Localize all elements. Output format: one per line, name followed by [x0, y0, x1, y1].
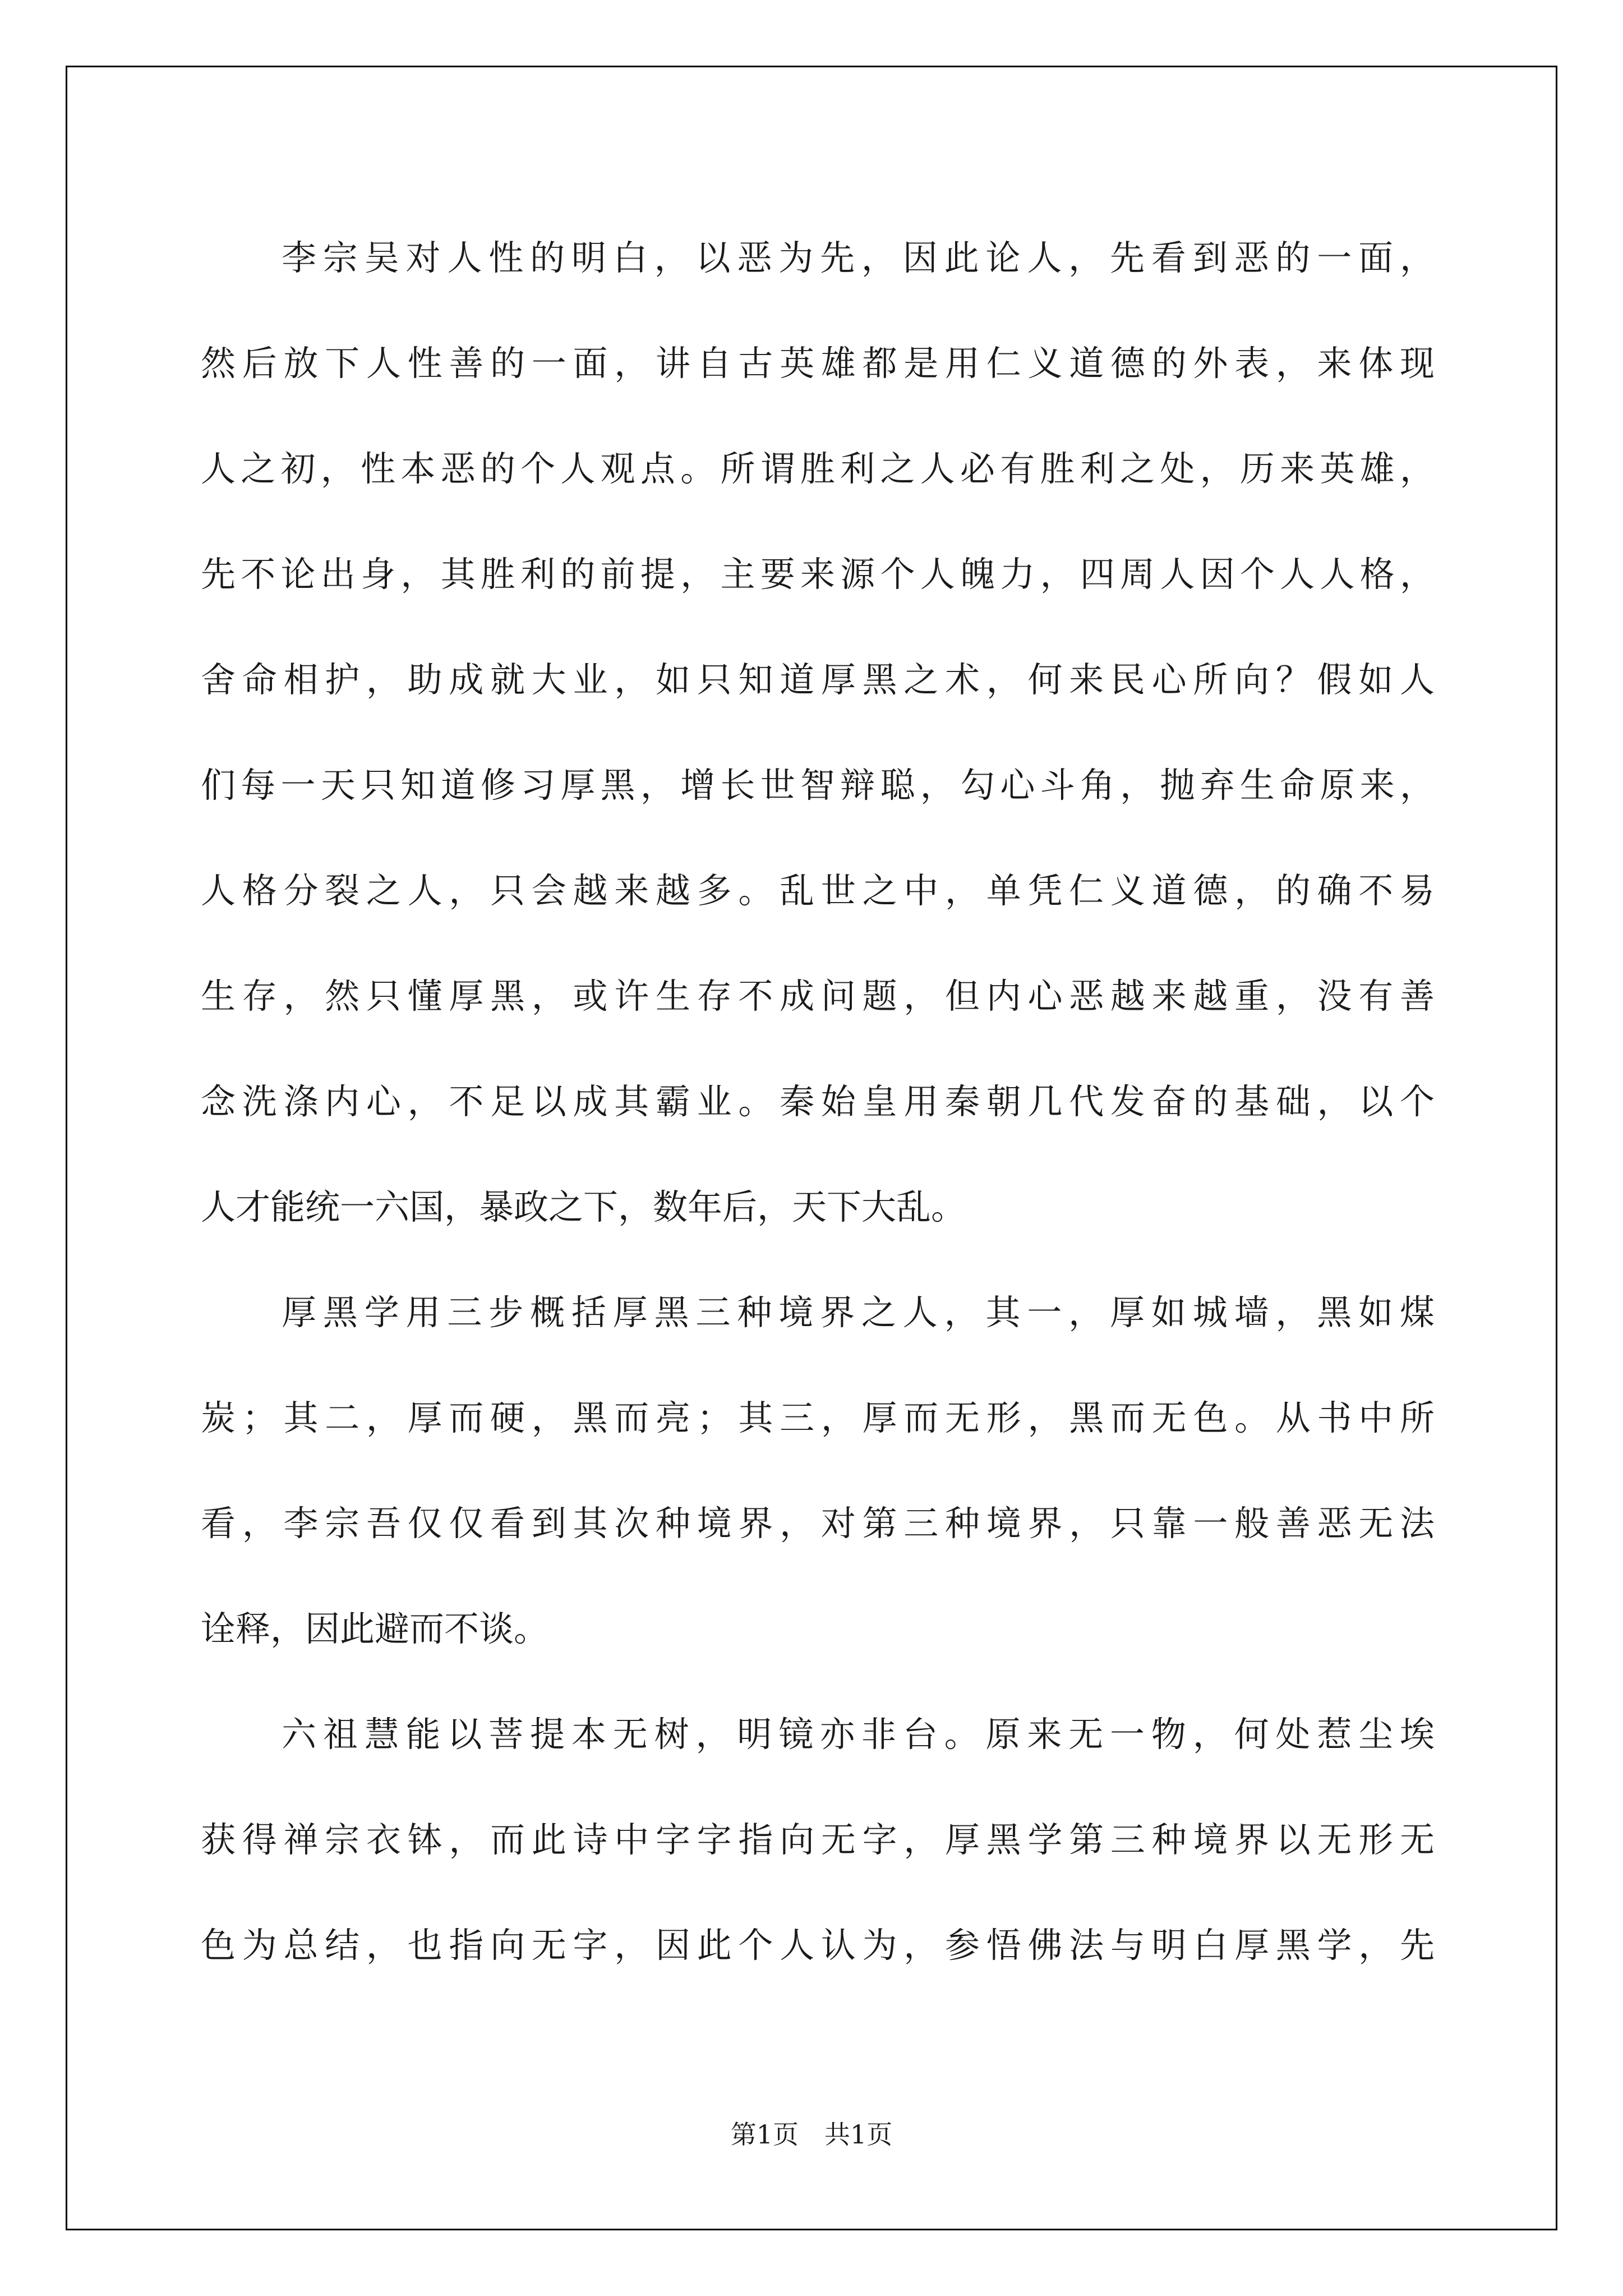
text-line: 色为总结，也指向无字，因此个人认为，参悟佛法与明白厚黑学，先 [201, 1925, 1435, 1966]
text-line: 舍命相护，助成就大业，如只知道厚黑之术，何来民心所向？假如人 [201, 659, 1435, 700]
text-line: 念洗涤内心，不足以成其霸业。秦始皇用秦朝几代发奋的基础，以个 [201, 1081, 1435, 1122]
text-line: 看，李宗吾仅仅看到其次种境界，对第三种境界，只靠一般善恶无法 [201, 1503, 1435, 1544]
text-line: 先不论出身，其胜利的前提，主要来源个人魄力，四周人因个人人格， [201, 554, 1435, 595]
text-line: 厚黑学用三步概括厚黑三种境界之人，其一，厚如城墙，黑如煤 [282, 1292, 1435, 1333]
text-line: 们每一天只知道修习厚黑，增长世智辩聪，勾心斗角，抛弃生命原来， [201, 765, 1435, 806]
text-line: 人格分裂之人，只会越来越多。乱世之中，单凭仁义道德，的确不易 [201, 870, 1435, 911]
paragraph-2 [201, 1260, 1435, 1682]
text-line: 诠释，因此避而不谈。 [201, 1608, 549, 1649]
text-line: 人才能统一六国，暴政之下，数年后，天下大乱。 [201, 1186, 966, 1227]
text-line: 炭；其二，厚而硬，黑而亮；其三，厚而无形，黑而无色。从书中所 [201, 1397, 1435, 1438]
text-line: 六祖慧能以菩提本无树，明镜亦非台。原来无一物，何处惹尘埃 [282, 1714, 1435, 1755]
text-line: 然后放下人性善的一面，讲自古英雄都是用仁义道德的外表，来体现 [201, 343, 1435, 384]
text-line: 获得禅宗衣钵，而此诗中字字指向无字，厚黑学第三种境界以无形无 [201, 1819, 1435, 1860]
text-line: 李宗吴对人性的明白，以恶为先，因此论人，先看到恶的一面， [282, 237, 1435, 278]
document-body [201, 205, 1435, 1998]
page-number-footer: 第1页 共1页 [730, 2119, 893, 2150]
paragraph-1 [201, 205, 1435, 1260]
text-line: 人之初，性本恶的个人观点。所谓胜利之人必有胜利之处，历来英雄， [201, 448, 1435, 489]
paragraph-3 [201, 1682, 1435, 1998]
text-line: 生存，然只懂厚黑，或许生存不成问题，但内心恶越来越重，没有善 [201, 976, 1435, 1016]
